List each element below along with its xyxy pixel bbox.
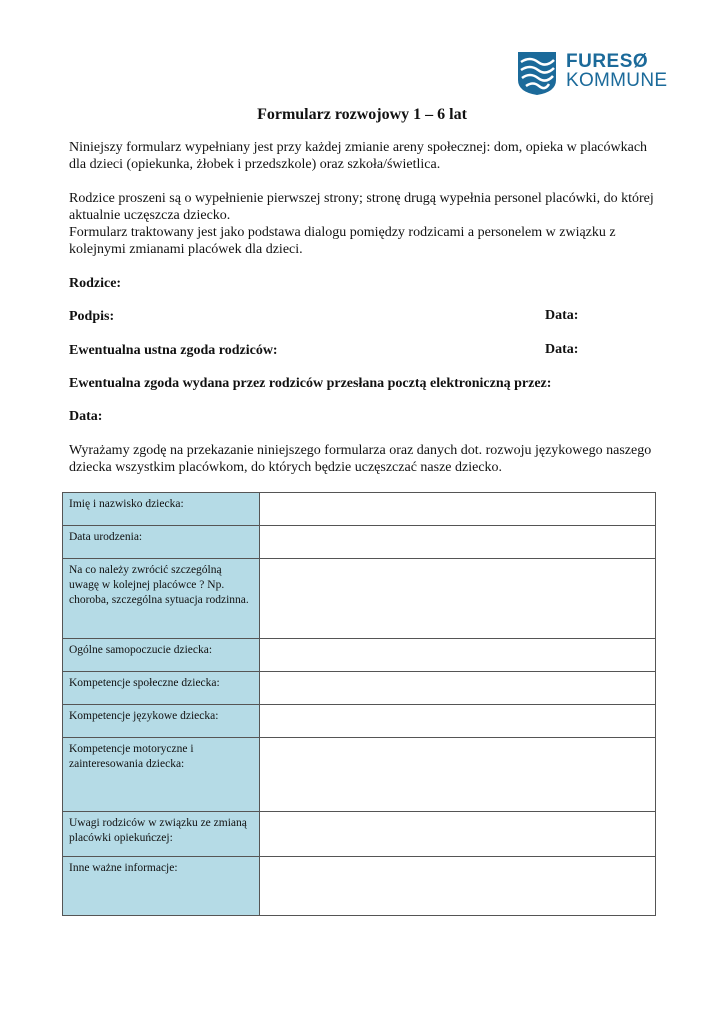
row-label-other-info: Inne ważne informacje: bbox=[63, 857, 260, 916]
table-row bbox=[63, 672, 656, 705]
table-row bbox=[63, 526, 656, 559]
row-label-language-skills: Kompetencje językowe dziecka: bbox=[63, 705, 260, 738]
other-info-field[interactable] bbox=[260, 857, 656, 916]
page-title: Formularz rozwojowy 1 – 6 lat bbox=[257, 106, 467, 123]
row-label-social-skills: Kompetencje społeczne dziecka: bbox=[63, 672, 260, 705]
child-info-table bbox=[62, 492, 656, 916]
table-row bbox=[63, 639, 656, 672]
furesoe-kommune-logo bbox=[516, 50, 666, 100]
special-attention-field[interactable] bbox=[260, 559, 656, 639]
logo-line-kommune: KOMMUNE bbox=[566, 70, 668, 91]
social-skills-field[interactable] bbox=[260, 672, 656, 705]
oral-consent-label: Ewentualna ustna zgoda rodziców: bbox=[69, 343, 278, 358]
table-row bbox=[63, 857, 656, 916]
row-label-special-attention: Na co należy zwrócić szczególną uwagę w kolejnej placówce ? Np. choroba, szczególna sytuacja rodzinna. bbox=[63, 559, 260, 639]
date-label-oral-consent: Data: bbox=[545, 342, 579, 357]
parents-label: Rodzice: bbox=[69, 276, 122, 291]
date-label-signature: Data: bbox=[545, 308, 579, 323]
table-row bbox=[63, 705, 656, 738]
intro-paragraph-1: Niniejszy formularz wypełniany jest przy każdej zmianie areny społecznej: dom, opieka w placówkach dla dzieci (opiekunka, żłobek i przedszkole) oraz szkoła/świetlica. bbox=[69, 140, 648, 172]
table-row bbox=[63, 738, 656, 812]
consent-statement: Wyrażamy zgodę na przekazanie niniejszego formularza oraz danych dot. rozwoju językowego naszego dziecka wszystkim placówkom, do których będzie uczęszczać nasze dziecko. bbox=[69, 443, 652, 475]
row-label-parent-remarks: Uwagi rodziców w związku ze zmianą placówki opiekuńczej: bbox=[63, 812, 260, 857]
language-skills-field[interactable] bbox=[260, 705, 656, 738]
wave-shield-icon bbox=[516, 50, 558, 96]
child-name-field[interactable] bbox=[260, 493, 656, 526]
row-label-motor-skills: Kompetencje motoryczne i zainteresowania dziecka: bbox=[63, 738, 260, 812]
table-row bbox=[63, 812, 656, 857]
row-label-wellbeing: Ogólne samopoczucie dziecka: bbox=[63, 639, 260, 672]
row-label-child-name: Imię i nazwisko dziecka: bbox=[63, 493, 260, 526]
parent-remarks-field[interactable] bbox=[260, 812, 656, 857]
intro-paragraph-2: Rodzice proszeni są o wypełnienie pierwszej strony; stronę drugą wypełnia personel placówki, do której aktualnie uczęszcza dziecko. bbox=[69, 191, 654, 223]
wellbeing-field[interactable] bbox=[260, 639, 656, 672]
motor-skills-field[interactable] bbox=[260, 738, 656, 812]
logo-line-furesoe: FURESØ bbox=[566, 51, 649, 72]
date-label: Data: bbox=[69, 409, 103, 424]
email-consent-label: Ewentualna zgoda wydana przez rodziców przesłana pocztą elektroniczną przez: bbox=[69, 376, 552, 391]
intro-paragraph-3: Formularz traktowany jest jako podstawa dialogu pomiędzy rodzicami a personelem w związku z kolejnymi zmianami placówek dla dzieci. bbox=[69, 225, 616, 257]
signature-label: Podpis: bbox=[69, 309, 115, 324]
table-row bbox=[63, 559, 656, 639]
table-row bbox=[63, 493, 656, 526]
birth-date-field[interactable] bbox=[260, 526, 656, 559]
row-label-birth-date: Data urodzenia: bbox=[63, 526, 260, 559]
